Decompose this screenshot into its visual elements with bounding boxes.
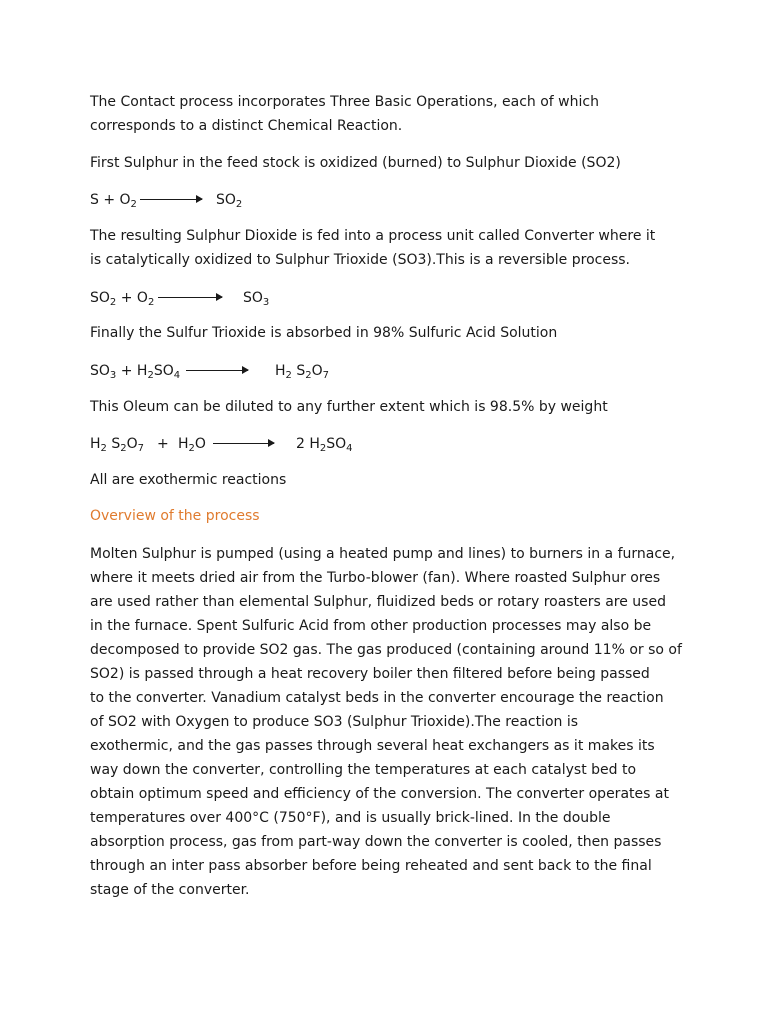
equation-4: [90, 432, 390, 456]
overview-line: where it meets dried air from the Turbo-blower (fan). Where roasted Sulphur ores: [90, 570, 661, 586]
step2-line: The resulting Sulphur Dioxide is fed into a process unit called Converter where it: [90, 228, 656, 244]
exothermic-note: All are exothermic reactions: [90, 472, 287, 488]
equation-3: [90, 359, 350, 383]
step2-line: is catalytically oxidized to Sulphur Trioxide (SO3).This is a reversible process.: [90, 252, 630, 268]
overview-line: stage of the converter.: [90, 882, 250, 898]
eq2-rhs: $SO_3$: [243, 290, 270, 308]
section-heading: Overview of the process: [90, 508, 260, 524]
eq4-lhs-water: $H_2O$: [178, 436, 206, 454]
reaction-arrow-icon: [158, 297, 222, 298]
equation-2: [90, 286, 310, 310]
eq4-plus: +: [157, 436, 169, 452]
overview-line: to the converter. Vanadium catalyst beds in the converter encourage the reaction: [90, 690, 664, 706]
overview-line: way down the converter, controlling the temperatures at each catalyst bed to: [90, 762, 637, 778]
reaction-arrow-icon: [186, 370, 248, 371]
overview-line: Molten Sulphur is pumped (using a heated pump and lines) to burners in a furnace,: [90, 546, 676, 562]
intro-paragraph: [90, 90, 690, 138]
step3-text: Finally the Sulfur Trioxide is absorbed in 98% Sulfuric Acid Solution: [90, 325, 558, 341]
step2-paragraph: [90, 224, 690, 272]
overview-line: in the furnace. Spent Sulfuric Acid from other production processes may also be: [90, 618, 652, 634]
step4-text: This Oleum can be diluted to any further extent which is 98.5% by weight: [90, 399, 608, 415]
reaction-arrow-icon: [213, 443, 274, 444]
overview-line: through an inter pass absorber before being reheated and sent back to the final: [90, 858, 652, 874]
overview-line: decomposed to provide SO2 gas. The gas produced (containing around 11% or so of: [90, 642, 682, 658]
overview-line: are used rather than elemental Sulphur, fluidized beds or rotary roasters are used: [90, 594, 666, 610]
overview-line: absorption process, gas from part-way down the converter is cooled, then passes: [90, 834, 662, 850]
overview-line: temperatures over 400°C (750°F), and is usually brick-lined. In the double: [90, 810, 611, 826]
equation-1: [90, 188, 290, 212]
eq3-lhs: $SO_3 + H_2SO_4$: [90, 363, 181, 381]
overview-line: exothermic, and the gas passes through several heat exchangers as it makes its: [90, 738, 655, 754]
eq1-lhs: $S + O_2$: [90, 192, 137, 210]
overview-line: SO2) is passed through a heat recovery boiler then filtered before being passed: [90, 666, 650, 682]
eq1-rhs: $SO_2$: [216, 192, 243, 210]
eq3-rhs: $H_2$ $S_2O_7$: [275, 363, 330, 381]
step1-text: First Sulphur in the feed stock is oxidized (burned) to Sulphur Dioxide (SO2): [90, 155, 621, 171]
intro-line: The Contact process incorporates Three Basic Operations, each of which: [90, 94, 599, 110]
overview-paragraph: [90, 542, 690, 902]
overview-line: of SO2 with Oxygen to produce SO3 (Sulphur Trioxide).The reaction is: [90, 714, 579, 730]
overview-line: obtain optimum speed and efficiency of the conversion. The converter operates at: [90, 786, 669, 802]
eq4-lhs-oleum: $H_2$ $S_2O_7$: [90, 436, 145, 454]
eq2-lhs: $SO_2 + O_2$: [90, 290, 155, 308]
eq4-rhs: 2 $H_2SO_4$: [296, 436, 353, 454]
intro-line: corresponds to a distinct Chemical Reaction.: [90, 118, 403, 134]
reaction-arrow-icon: [140, 199, 202, 200]
